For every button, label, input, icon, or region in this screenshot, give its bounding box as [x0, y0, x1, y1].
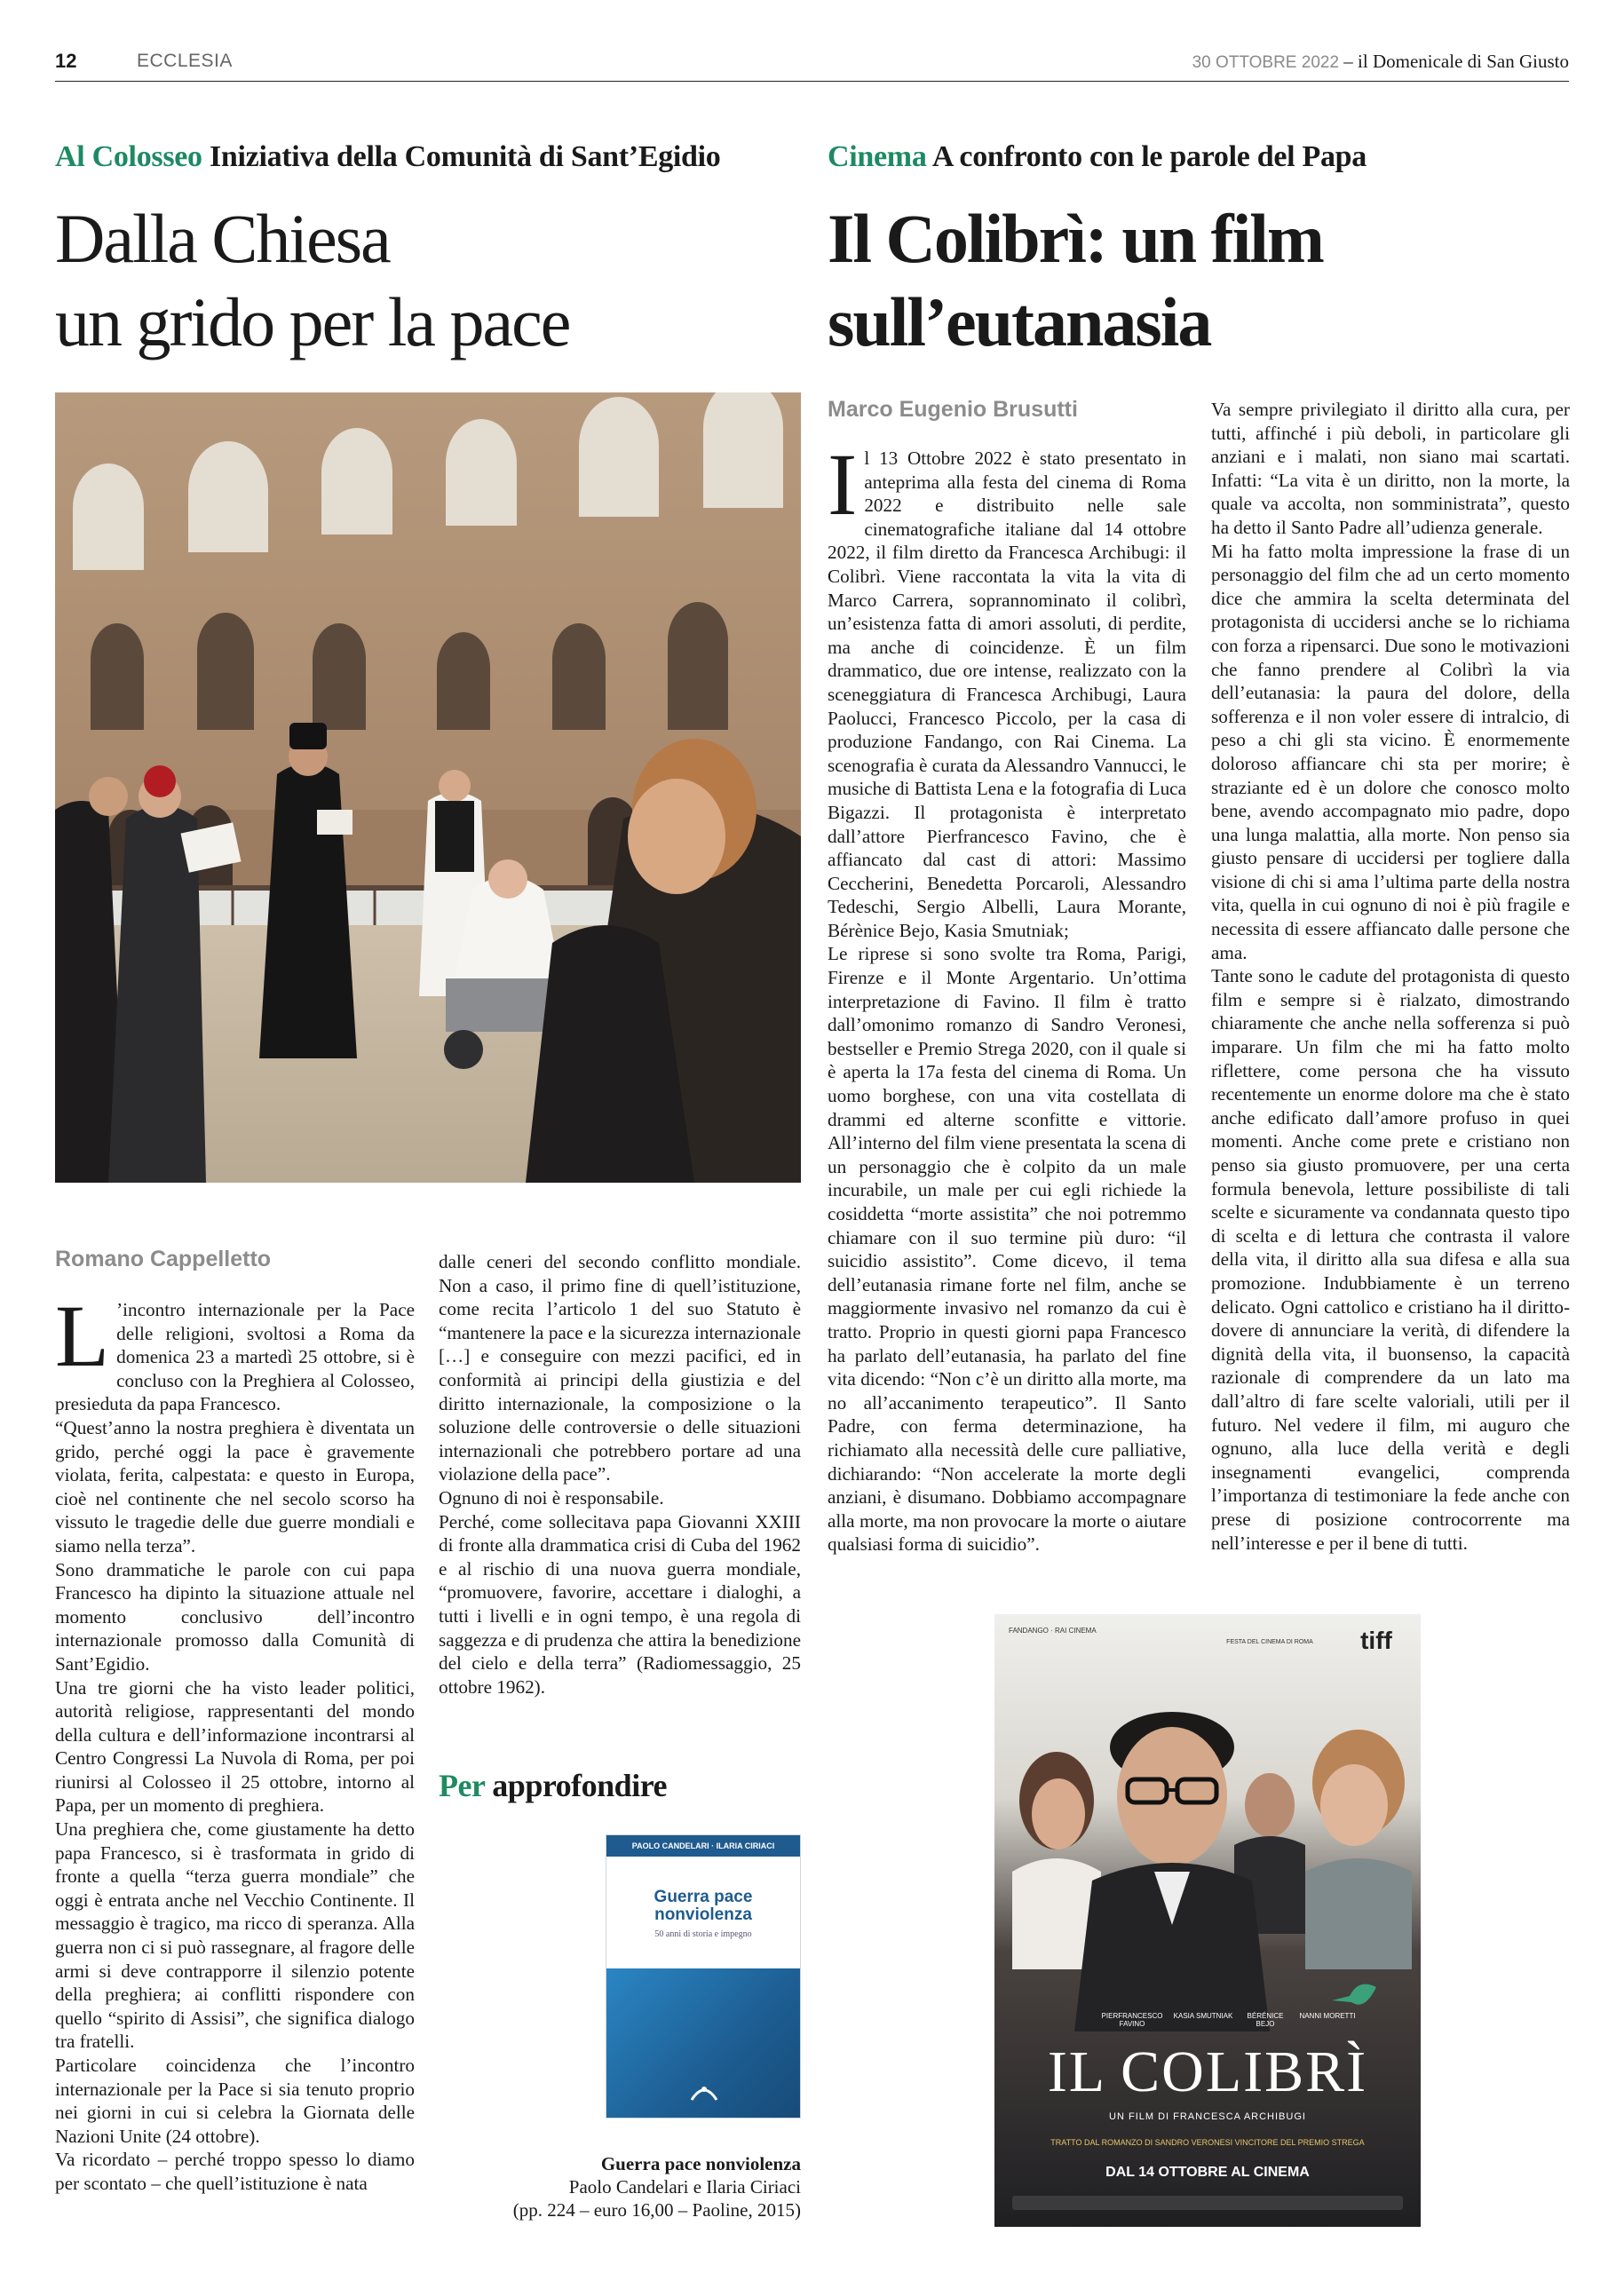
- left-kicker-text: Iniziativa della Comunità di Sant’Egidio: [202, 140, 721, 173]
- poster-cast-3: BÉRÉNICE BEJO: [1247, 2012, 1284, 2028]
- publication-name: il Domenicale di San Giusto: [1358, 51, 1569, 72]
- header-separator: –: [1339, 51, 1359, 72]
- paragraph: Va sempre privilegiato il diritto alla cura, per tutti, affinché i più deboli, in particolare gli anziani e i malati, non siano mai scartati. Infatti: “La vita è un diritto, non la morte, la quale va accolta, non somministrata”, questo ha detto il Santo Padre all’udienza generale.: [1211, 399, 1570, 538]
- poster-cast-4: NANNI MORETTI: [1299, 2012, 1356, 2020]
- right-headline: Il Colibrì: un film sull’eutanasia: [828, 200, 1323, 360]
- publisher-logo-icon: [688, 2080, 720, 2103]
- book-info: (pp. 224 – euro 16,00 – Paoline, 2015): [512, 2199, 801, 2221]
- paragraph: Tante sono le cadute del protagonista di questo film e sempre si è rialzato, dimostrando chiaramente che anche nella sofferenza si può imparare. Un film che mi ha fatto molto riflettere, come persona che ha vissuto recentemente un enorme dolore ma che è stato anche edificato dall’amore profuso in quei momenti. Anche come prete e cristiano non penso sia giusto promuovere, per una certa formula benevola, letture possibiliste di tali scelte e sicuramente va condannata questo tipo di scelta e di lettura che contrasta il valore della vita, il diritto alla sua difesa e alla sua promozione. Indubbiamente è un terreno delicato. Ogni cattolico e cristiano ha il diritto-dovere di annunciare la verità, di difendere la dignità della vita, il buonsenso, la capacità razionale di comprendere da un lato ma dall’altro di fare scelte valoriali, utili per il futuro. Nel vedere il film, mi auguro che ognuno, alla luce della verità e degli insegnamenti evangelici, comprenda l’importanza di testimoniare la fede anche con prese di posizione controcorrente ma nell’interesse e per il bene di tutti.: [1211, 965, 1570, 1554]
- book-title: Guerra pace nonviolenza: [600, 2153, 801, 2174]
- paragraph: [828, 435, 1186, 942]
- right-author: Marco Eugenio Brusutti: [828, 397, 1078, 422]
- drop-cap: I: [828, 435, 858, 534]
- paragraph: Sono drammatiche le parole con cui papa Francesco ha dipinto la situazione attuale nel momento conclusivo dell’incontro internazionale promosso dalla Comunità di Sant’Egidio.: [55, 1558, 415, 1675]
- right-kicker-text: A confronto con le parole del Papa: [926, 140, 1367, 173]
- right-kicker-tag: Cinema: [828, 140, 927, 173]
- paragraph: Una tre giorni che ha visto leader politici, autorità religiose, rappresentanti del mondo della cultura e dell’informazione incontrarsi al Centro Congressi La Nuvola di Roma, per poi riunirsi al Colosseo il 25 ottobre, intorno al Papa, per un momento di preghiera.: [55, 1676, 415, 1817]
- book-cover: [606, 1834, 801, 2119]
- poster-logos: [1012, 2196, 1403, 2210]
- paragraph: [55, 1287, 415, 1416]
- paragraph: Particolare coincidenza che l’incontro internazionale per la Pace si sia tenuto proprio nei giorni in cui si celebra la Giornata delle Nazioni Unite (24 ottobre).: [55, 2055, 415, 2147]
- right-article-column-1: [828, 435, 1186, 1556]
- page-header: [55, 50, 1569, 82]
- poster-title: IL COLIBRÌ: [1047, 2039, 1368, 2104]
- paragraph: Ognuno di noi è responsabile.: [439, 1486, 664, 1509]
- poster-tagline: TRATTO DAL ROMANZO DI SANDRO VERONESI VINCITORE DEL PREMIO STREGA: [1050, 2138, 1365, 2147]
- poster-tiff: tiff: [1360, 1627, 1392, 1654]
- paragraph: Una preghiera che, come giustamente ha detto papa Francesco, si è trasformata in grido di fronte a quella “terza guerra mondiale” che oggi è entrata anche nel Vecchio Continente. Il messaggio è tragico, ma ricco di speranza. Alla guerra non ci si può rassegnare, al fragore delle armi si deve contrapporre il silenzio potente della preghiera; ai conflitti rispondere con quello “spirito di Assisi”, che significa dialogo tra fratelli.: [55, 1818, 415, 2053]
- poster-festival: FESTA DEL CINEMA DI ROMA: [1226, 1639, 1313, 1645]
- poster-cast-1: PIERFRANCESCO FAVINO: [1101, 2012, 1163, 2028]
- left-article-column-2: [439, 1250, 801, 1699]
- poster-cast-2: KASIA SMUTNIAK: [1173, 2012, 1233, 2020]
- paragraph: Va ricordato – perché troppo spesso lo diamo per scontato – che quell’istituzione è nata: [55, 2149, 415, 2194]
- poster-release: DAL 14 OTTOBRE AL CINEMA: [1105, 2165, 1310, 2180]
- further-reading-heading: [439, 1767, 667, 1804]
- issue-date: 30 OTTOBRE 2022: [1192, 53, 1340, 72]
- book-authors: Paolo Candelari e Ilaria Ciriaci: [568, 2176, 801, 2198]
- paragraph: Mi ha fatto molta impressione la frase di un personaggio del film che ad un certo momento dice che ammira la scelta determinata del protagonista di uccidersi anche se lo richiama con forza a ripensarci. Due sono le motivazioni che fanno prendere al Colibrì la via dell’eutanasia: la paura del dolore, della sofferenza e il non voler essere di intralcio, di peso a chi gli sta vicino. È enormemente doloroso affiancare chi sta per morire; è straziante ed è un dolore che conosco molto bene, avendo accompagnato mio padre, dopo una lunga malattia, alla morte. Non penso sia giusto pensare di uccidersi per togliere dalla visione di chi si ama l’ultima parte della nostra vita, quella in cui ognuno di noi è più fragile e necessita di essere affiancato dalle persone che ama.: [1211, 540, 1570, 963]
- poster-director: UN FILM DI FRANCESCA ARCHIBUGI: [1109, 2111, 1306, 2122]
- section-name: ECCLESIA: [137, 51, 233, 71]
- colosseum-photo: [55, 392, 801, 1183]
- left-article-column-1: [55, 1287, 415, 2196]
- paragraph: Perché, come sollecitava papa Giovanni XXIII di fronte alla drammatica crisi di Cuba del 1962 e al rischio di una nuova guerra mondiale, “promuovere, favorire, accettare i dialoghi, a tutti i livelli e in ogni tempo, è una regola di saggezza e di prudenza che attira la benedizione del cielo e della terra” (Radiomessaggio, 25 ottobre 1962).: [439, 1510, 801, 1698]
- paragraph: Le riprese si sono svolte tra Roma, Parigi, Firenze e il Monte Argentario. Un’ottima interpretazione di Favino. Il film è tratto dall’omonimo romanzo di Sandro Veronesi, bestseller e Premio Strega 2020, con il quale si è aperta la 17a festa del cinema di Roma. Un uomo borghese, con una vita costellata di drammi ed alterne sconfitte e vittorie. All’interno del film viene presentata la scena di un personaggio che è colpito da un male incurabile, un male per cui egli richiede la cosiddetta “morte assistita” che noi potremmo chiamare con il suo termine più duro: “il suicidio assistito”. Come dicevo, il tema dell’eutanasia rimane forte nel film, anche se maggiormente invasivo nel romanzo da cui è tratto. Proprio in questi giorni papa Francesco ha parlato dell’eutanasia, ha parlato del fine vita dicendo: “Non c’è un diritto alla morte, ma no all’accanimento terapeutico”. Il Santo Padre, con ferma determinazione, ha richiamato alla necessità delle cure palliative, dichiarando: “Non accelerate la morte degli anziani, è disumano. Dobbiamo accompagnare alla morte, ma non provocare la morte o aiutare qualsiasi forma di suicidio”.: [828, 943, 1186, 1556]
- page-number: 12: [55, 50, 77, 72]
- left-headline: Dalla Chiesa un grido per la pace: [55, 200, 570, 360]
- poster-distributor: FANDANGO · RAI CINEMA: [1009, 1627, 1097, 1635]
- paragraph-text: ’incontro internazionale per la Pace delle religioni, svoltosi a Roma da domenica 23 a martedì 25 ottobre, si è concluso con la Preghiera al Colosseo, presieduta da papa Francesco.: [55, 1299, 415, 1415]
- book-cover-authors: PAOLO CANDELARI · ILARIA CIRIACI: [606, 1835, 800, 1857]
- book-cover-title: Guerra pace nonviolenza: [654, 1888, 753, 1924]
- header-right: [1192, 51, 1569, 73]
- book-cover-subtitle: 50 anni di storia e impegno: [654, 1929, 752, 1939]
- paragraph: dalle ceneri del secondo conflitto mondiale. Non a caso, il primo fine di quell’istituzione, come recita l’articolo 1 del suo Statuto è “mantenere la pace e la sicurezza internazionale […] e conseguire con mezzi pacifici, ed in conformità ai principi della giustizia e del diritto internazionale, la composizione o la soluzione delle controversie o delle situazioni internazionali che potrebbero portare ad una violazione della pace”.: [439, 1251, 801, 1485]
- further-reading-tag: Per: [439, 1768, 485, 1803]
- left-kicker: [55, 140, 721, 174]
- book-caption: [439, 2152, 801, 2222]
- paragraph: “Quest’anno la nostra preghiera è diventata un grido, perché oggi la pace è gravemente violata, ferita, calpestata: e questo in Europa, cioè nel continente che nel secolo scorso ha vissuto le tragedie delle due guerre mondiali e siamo nella terza”.: [55, 1416, 415, 1556]
- left-kicker-tag: Al Colosseo: [55, 140, 202, 173]
- right-article-column-2: [1211, 398, 1570, 1555]
- drop-cap: L: [55, 1287, 110, 1385]
- left-author: Romano Cappelletto: [55, 1247, 272, 1271]
- paragraph-text: l 13 Ottobre 2022 è stato presentato in anteprima alla festa del cinema di Roma 2022 e distribuito nelle sale cinematografiche italiane dal 14 ottobre 2022, il film diretto da Francesca Archibugi: il Colibrì. Viene raccontata la vita la vita di Marco Carrera, soprannominato il colibrì, un’esistenza fatta di amori assoluti, di perdite, ma anche di coincidenze. È un film drammatico, due ore intense, realizzato con la sceneggiatura di Francesca Archibugi, Laura Paolucci, Francesco Piccolo, per la casa di produzione Fandango, con Rai Cinema. La scenografia è curata da Alessandro Vannucci, le musiche di Battista Lena e la fotografia di Luca Bigazzi. Il protagonista è interpretato dall’attore Pierfrancesco Favino, che è affiancato dal cast di attori: Massimo Ceccherini, Benedetta Porcaroli, Alessandro Tedeschi, Sergio Albelli, Laura Morante, Bérènice Bejo, Kasia Smutniak;: [828, 447, 1186, 941]
- movie-poster: [994, 1614, 1421, 2227]
- right-kicker: [828, 140, 1367, 174]
- further-reading-text: approfondire: [484, 1768, 668, 1803]
